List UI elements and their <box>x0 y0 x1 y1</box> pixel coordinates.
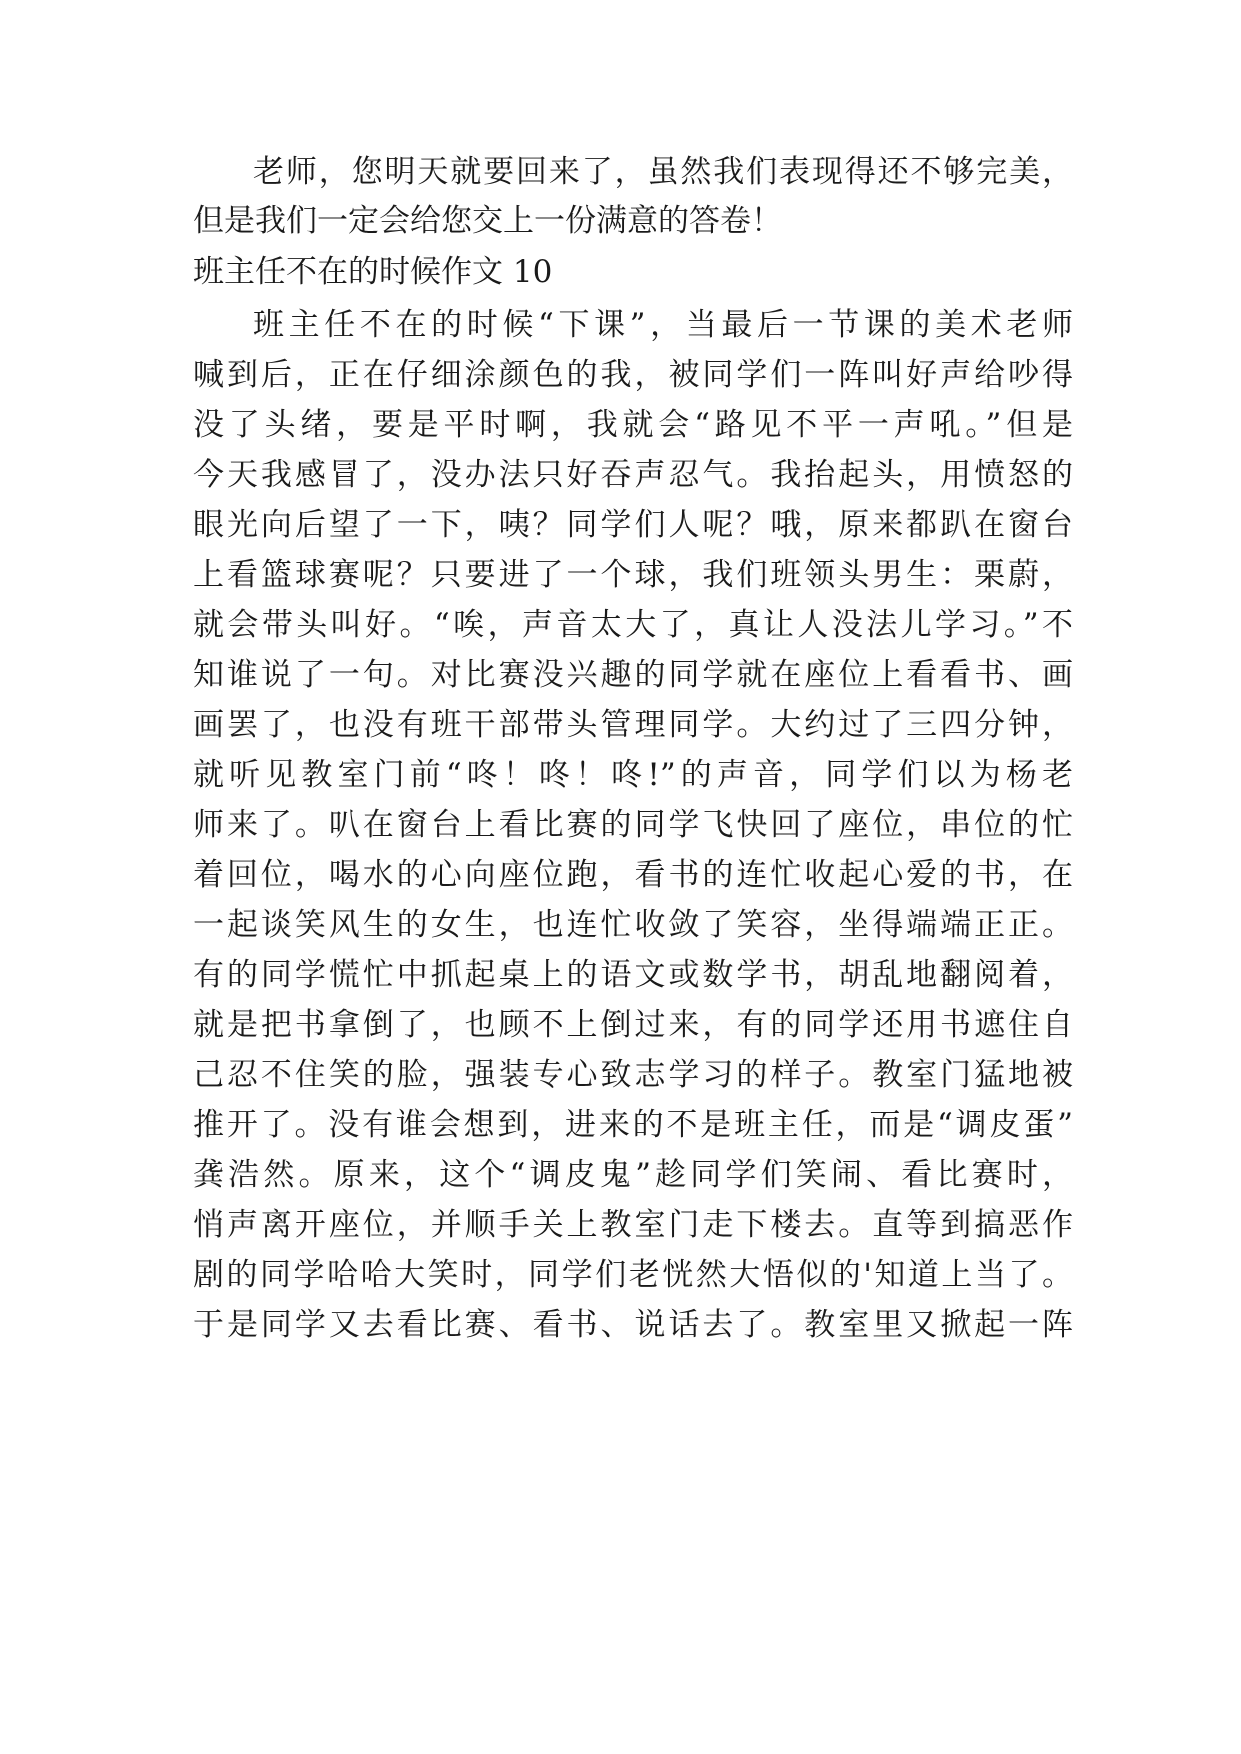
body-line-11: 师来了。叭在窗台上看比赛的同学飞快回了座位，串位的忙 <box>193 807 1073 843</box>
body-line-1: 班主任不在的时候“下课”，当最后一节课的美术老师 <box>253 307 1073 343</box>
body-line-3: 没了头绪，要是平时啊，我就会“路见不平一声吼。”但是 <box>193 407 1073 443</box>
body-line-14: 有的同学慌忙中抓起桌上的语文或数学书，胡乱地翻阅着， <box>193 957 1073 993</box>
body-line-7: 就会带头叫好。“唉，声音太大了，真让人没法儿学习。”不 <box>193 607 1073 643</box>
body-line-2: 喊到后，正在仔细涂颜色的我，被同学们一阵叫好声给吵得 <box>193 357 1073 393</box>
body-line-12: 着回位，喝水的心向座位跑，看书的连忙收起心爱的书，在 <box>193 857 1073 893</box>
section-title: 班主任不在的时候作文 10 <box>193 254 553 290</box>
body-line-19: 悄声离开座位，并顺手关上教室门走下楼去。直等到搞恶作 <box>193 1207 1073 1243</box>
body-line-4: 今天我感冒了，没办法只好吞声忍气。我抬起头，用愤怒的 <box>193 457 1073 493</box>
body-line-9: 画罢了，也没有班干部带头管理同学。大约过了三四分钟， <box>193 707 1073 743</box>
body-line-8: 知谁说了一句。对比赛没兴趣的同学就在座位上看看书、画 <box>193 657 1073 693</box>
body-line-10: 就听见教室门前“咚！咚！咚!”的声音，同学们以为杨老 <box>193 757 1073 793</box>
body-line-17: 推开了。没有谁会想到，进来的不是班主任，而是“调皮蛋” <box>193 1107 1073 1143</box>
body-line-21: 于是同学又去看比赛、看书、说话去了。教室里又掀起一阵 <box>193 1307 1073 1343</box>
body-line-18: 龚浩然。原来，这个“调皮鬼”趁同学们笑闹、看比赛时， <box>193 1157 1073 1193</box>
body-line-5: 眼光向后望了一下，咦？同学们人呢？哦，原来都趴在窗台 <box>193 507 1073 543</box>
body-line-13: 一起谈笑风生的女生，也连忙收敛了笑容，坐得端端正正。 <box>193 907 1073 943</box>
body-line-15: 就是把书拿倒了，也顾不上倒过来，有的同学还用书遮住自 <box>193 1007 1073 1043</box>
intro-line-1: 老师，您明天就要回来了，虽然我们表现得还不够完美， <box>253 154 1073 190</box>
intro-line-2: 但是我们一定会给您交上一份满意的答卷！ <box>193 203 782 239</box>
body-line-6: 上看篮球赛呢？只要进了一个球，我们班领头男生：栗蔚， <box>193 557 1073 593</box>
body-line-16: 己忍不住笑的脸，强装专心致志学习的样子。教室门猛地被 <box>193 1057 1073 1093</box>
body-line-20: 剧的同学哈哈大笑时，同学们老恍然大悟似的'知道上当了。 <box>193 1257 1073 1293</box>
